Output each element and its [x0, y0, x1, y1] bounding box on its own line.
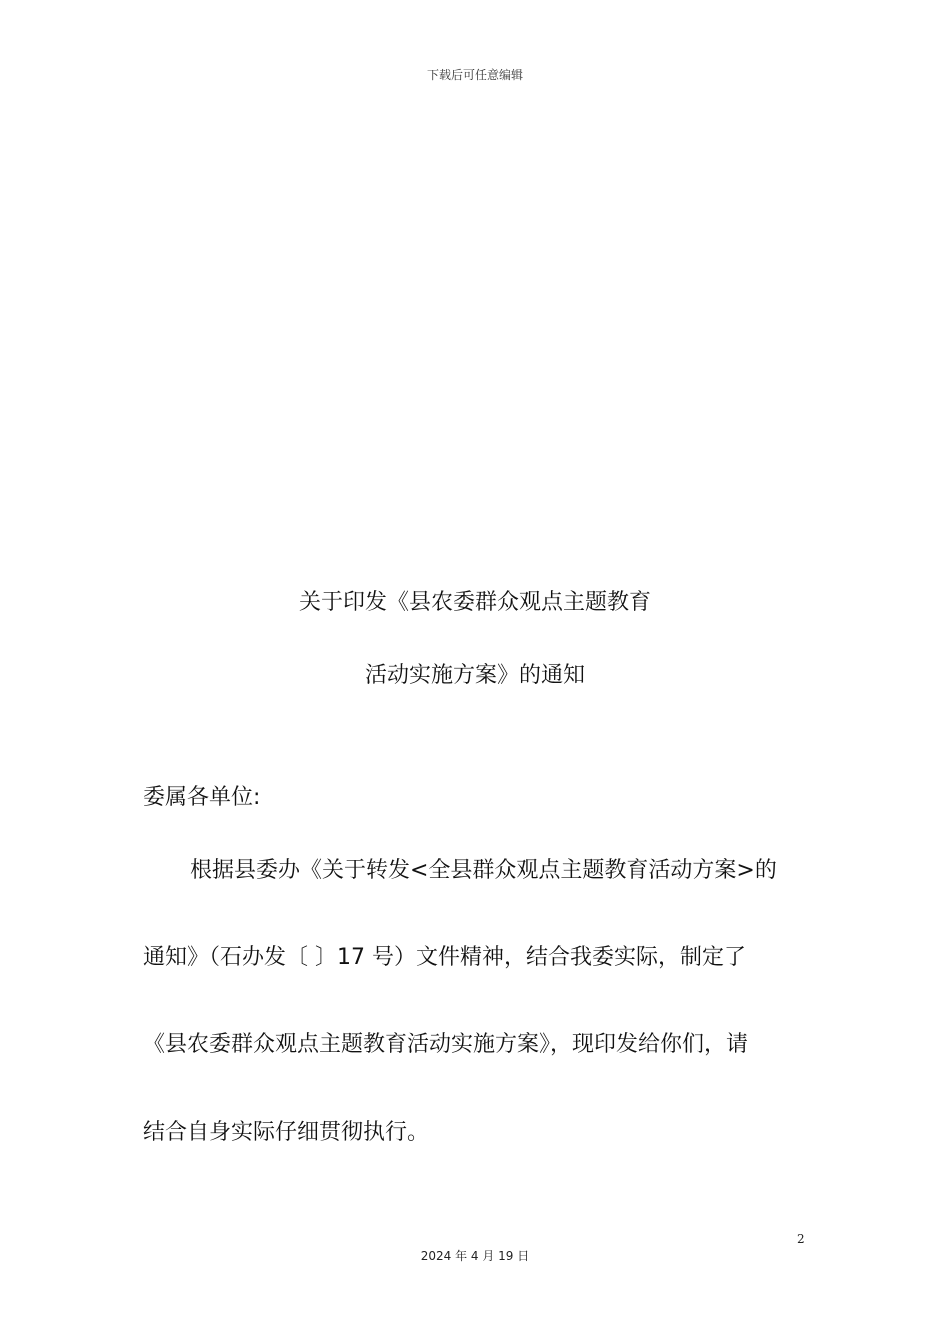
paragraph-line-2: 通知》（石办发〔 〕17 号）文件精神，结合我委实际，制定了 [143, 945, 746, 970]
paragraph-line-3: 《县农委群众观点主题教育活动实施方案》，现印发给你们，请 [143, 1032, 749, 1057]
salutation: 委属各单位: [143, 785, 261, 810]
paragraph-line-4: 结合自身实际仔细贯彻执行。 [143, 1120, 430, 1145]
page-header-note: 下载后可任意编辑 [426, 68, 523, 82]
page-number: 2 [797, 1232, 805, 1246]
document-title-line-2: 活动实施方案》的通知 [364, 663, 585, 688]
footer-date: 2024 年 4 月 19 日 [420, 1249, 530, 1263]
paragraph-line-1: 根据县委办《关于转发<全县群众观点主题教育活动方案>的 [190, 858, 777, 883]
document-title-line-1: 关于印发《县农委群众观点主题教育 [298, 590, 651, 615]
